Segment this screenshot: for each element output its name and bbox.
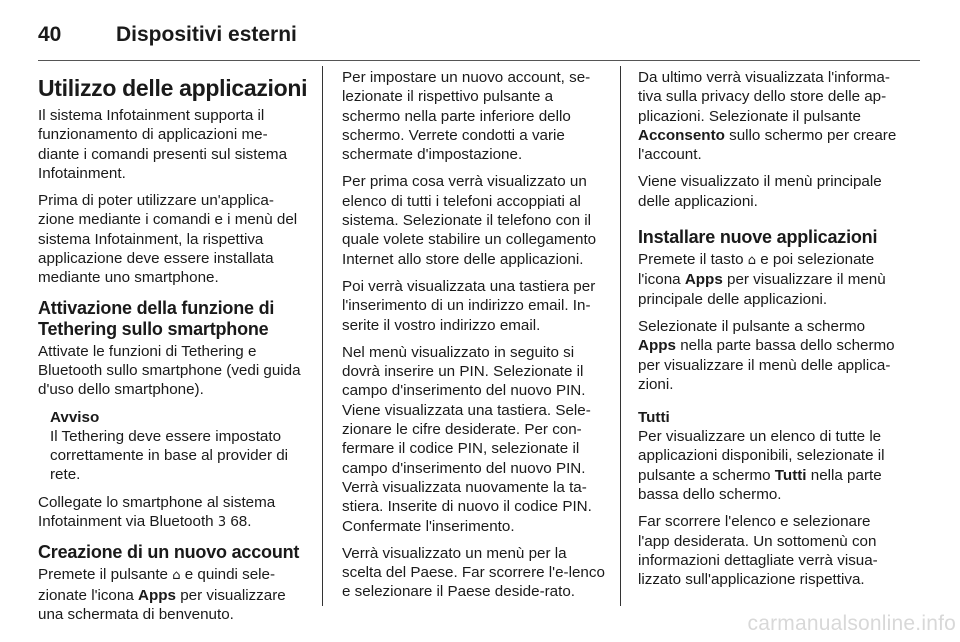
- text: Premete il tasto: [638, 251, 748, 269]
- header-divider: [38, 60, 920, 61]
- paragraph: Attivate le funzioni di Tethering e Bluetooth sullo smartphone (vedi guida d'uso dello smartphone).: [38, 342, 301, 399]
- text: nella parte bassa dello schermo per visualizzare il menù delle applica-zioni.: [638, 337, 895, 393]
- paragraph: [38, 493, 308, 533]
- text: Da ultimo verrà visualizzata l'informa-tiva sulla privacy dello store delle ap-plicazioni. Selezionate il pulsante: [638, 69, 890, 125]
- text: e poi selezionate l'icona: [638, 251, 875, 289]
- bold-term: Acconsento: [638, 126, 725, 144]
- paragraph: [38, 565, 308, 624]
- page-heading: Dispositivi esterni: [116, 23, 297, 46]
- paragraph: Per impostare un nuovo account, se-lezionate il rispettivo pulsante a schermo nella parte inferiore dello schermo. Verrete condotti a varie schermate d'impostazione.: [342, 69, 591, 164]
- paragraph: Far scorrere l'elenco e selezionare l'app desiderata. Un sottomenù con informazioni dettagliate verrà visua-lizzato sull'applicazione rispettiva.: [638, 513, 878, 589]
- column-divider-1: [322, 66, 323, 606]
- note-text: Il Tethering deve essere impostato correttamente in base al provider di rete.: [50, 427, 289, 484]
- section-title: Utilizzo delle applicazioni: [38, 75, 308, 101]
- column-divider-2: [620, 66, 621, 606]
- bold-term: Apps: [138, 586, 176, 604]
- paragraph: Viene visualizzato il menù principale delle applicazioni.: [638, 173, 882, 210]
- paragraph: [638, 317, 904, 394]
- bold-term: Apps: [684, 271, 723, 289]
- subsection-title-install: Installare nuove applicazioni: [638, 227, 878, 248]
- paragraph: Nel menù visualizzato in seguito si dovrà inserire un PIN. Selezionate il campo d'inserimento del nuovo PIN. Viene visualizzata una tastiera. Sele-zionare le cifre desiderate. Per con-fermare il codice PIN, selezionate il campo d'inserimento del nuovo PIN. Verrà visualizzata nuovamente la ta-stiera. Inserite di nuovo il codice PIN. Confermate l'inserimento.: [342, 343, 592, 535]
- home-icon: ⌂: [172, 568, 181, 584]
- text: Premete il pulsante: [38, 566, 173, 584]
- watermark: carmanualsonline.info: [747, 612, 956, 635]
- paragraph: Prima di poter utilizzare un'applica-zione mediante i comandi e i menù del sistema Infotainment, la rispettiva applicazione deve essere installata mediante uno smartphone.: [38, 192, 298, 287]
- subsection-title-account: Creazione di un nuovo account: [38, 542, 300, 563]
- subheading-tutti: Tutti: [638, 409, 670, 427]
- paragraph: [638, 427, 904, 504]
- home-icon: ⌂: [747, 253, 756, 269]
- subsection-title-tethering: Attivazione della funzione di Tethering sullo smartphone: [38, 297, 275, 339]
- text: Selezionate il pulsante a schermo: [638, 317, 866, 335]
- bold-term: Apps: [638, 337, 676, 355]
- text: per visualizzare il menù principale delle applicazioni.: [638, 271, 886, 308]
- text: nella parte bassa dello schermo.: [638, 466, 882, 504]
- bold-term: Tutti: [774, 466, 807, 484]
- column-3: [638, 68, 904, 598]
- column-2: [342, 68, 606, 610]
- paragraph: [638, 68, 904, 164]
- page-header: [38, 14, 920, 56]
- text: sullo schermo per creare l'account.: [638, 126, 897, 164]
- text: Per visualizzare un elenco di tutte le applicazioni disponibili, selezionate il pulsante a schermo: [638, 428, 885, 484]
- column-1: [38, 68, 308, 632]
- text: e quindi sele-zionate l'icona: [38, 566, 276, 604]
- note-box: [50, 408, 308, 485]
- paragraph: Per prima cosa verrà visualizzato un elenco di tutti i telefoni accoppiati al sistema. Selezionate il telefono con il quale volete stabilire un collegamento Internet allo store delle applicazioni.: [342, 173, 597, 268]
- paragraph: Poi verrà visualizzata una tastiera per l'inserimento di un indirizzo email. In-serite il vostro indirizzo email.: [342, 277, 596, 334]
- paragraph: Il sistema Infotainment supporta il funzionamento di applicazioni me-diante i comandi presenti sul sistema Infotainment.: [38, 107, 288, 182]
- text: per visualizzare una schermata di benvenuto.: [38, 586, 286, 623]
- text: 68.: [226, 513, 252, 531]
- paragraph: [638, 250, 904, 309]
- page-reference-icon: 3: [217, 515, 227, 531]
- page-number: 40: [38, 23, 62, 46]
- paragraph: Verrà visualizzato un menù per la scelta del Paese. Far scorrere l'e-lenco e selezionare il Paese deside-rato.: [342, 544, 605, 601]
- text: Collegate lo smartphone al sistema Infotainment via Bluetooth: [38, 493, 276, 531]
- note-label: Avviso: [50, 408, 100, 426]
